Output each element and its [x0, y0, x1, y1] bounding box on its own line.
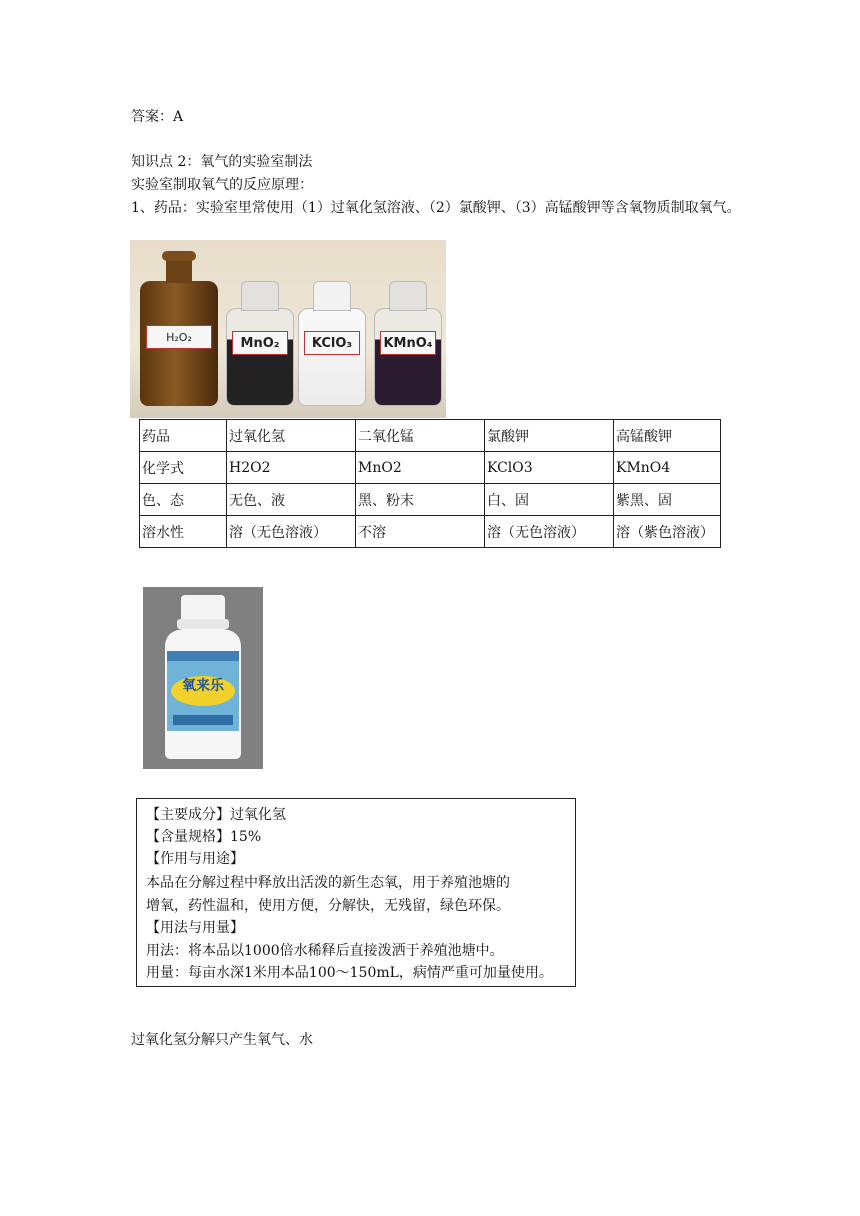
mno2-bottle: [226, 308, 294, 406]
table-cell: 过氧化氢: [227, 420, 356, 452]
table-cell: 化学式: [140, 452, 227, 484]
product-brand-label: 氧来乐: [182, 678, 224, 694]
subtitle-line: 实验室制取氧气的反应原理：: [131, 177, 313, 193]
bottle-label-kclo3: KClO₃: [304, 331, 359, 355]
box-line: 【含量规格】15%: [146, 829, 262, 845]
reagent-bottles-photo: [130, 240, 446, 418]
table-cell: 二氧化锰: [356, 420, 485, 452]
drugs-line: 1、药品：实验室里常使用（1）过氧化氢溶液、（2）氯酸钾、（3）高锰酸钾等含氧物质制取氧气。: [131, 200, 741, 216]
table-cell: 药品: [140, 420, 227, 452]
box-line: 本品在分解过程中释放出活泼的新生态氧，用于养殖池塘的: [146, 875, 510, 891]
answer-line: 答案：A: [131, 109, 184, 125]
box-line: 用量：每亩水深1米用本品100～150mL，病情严重可加量使用。: [146, 965, 553, 981]
table-cell: 溶（无色溶液）: [485, 516, 614, 548]
bottle-label-kmno4: KMnO₄: [380, 331, 435, 355]
table-cell: 溶（无色溶液）: [227, 516, 356, 548]
table-cell: 白、固: [485, 484, 614, 516]
box-line: 【主要成分】过氧化氢: [146, 807, 286, 823]
product-instructions-box: [136, 798, 576, 987]
box-line: 【作用与用途】: [146, 851, 244, 867]
h2o2-bottle: [140, 281, 218, 406]
table-cell: 溶水性: [140, 516, 227, 548]
table-row: [140, 516, 721, 548]
box-line: 用法：将本品以1000倍水稀释后直接泼洒于养殖池塘中。: [146, 943, 504, 959]
box-line: 增氧，药性温和，使用方便，分解快，无残留，绿色环保。: [146, 898, 510, 914]
table-row: [140, 420, 721, 452]
table-cell: 高锰酸钾: [614, 420, 721, 452]
bottle-label-h2o2: H₂O₂: [146, 325, 212, 349]
table-cell: KMnO4: [614, 452, 721, 484]
table-cell: 氯酸钾: [485, 420, 614, 452]
kmno4-bottle: [374, 308, 442, 406]
table-cell: 色、态: [140, 484, 227, 516]
box-line: 【用法与用量】: [146, 920, 244, 936]
reagent-table: [139, 419, 721, 548]
product-bottle-photo: [143, 587, 263, 769]
footer-line: 过氧化氢分解只产生氧气、水: [131, 1032, 313, 1048]
table-row: [140, 484, 721, 516]
table-cell: 黑、粉末: [356, 484, 485, 516]
table-cell: MnO2: [356, 452, 485, 484]
table-row: [140, 452, 721, 484]
table-cell: 紫黑、固: [614, 484, 721, 516]
table-cell: H2O2: [227, 452, 356, 484]
table-cell: 无色、液: [227, 484, 356, 516]
bottle-label-mno2: MnO₂: [232, 331, 287, 355]
kclo3-bottle: [298, 308, 366, 406]
table-cell: KClO3: [485, 452, 614, 484]
table-cell: 溶（紫色溶液）: [614, 516, 721, 548]
table-cell: 不溶: [356, 516, 485, 548]
section-title: 知识点 2：氧气的实验室制法: [131, 154, 313, 170]
